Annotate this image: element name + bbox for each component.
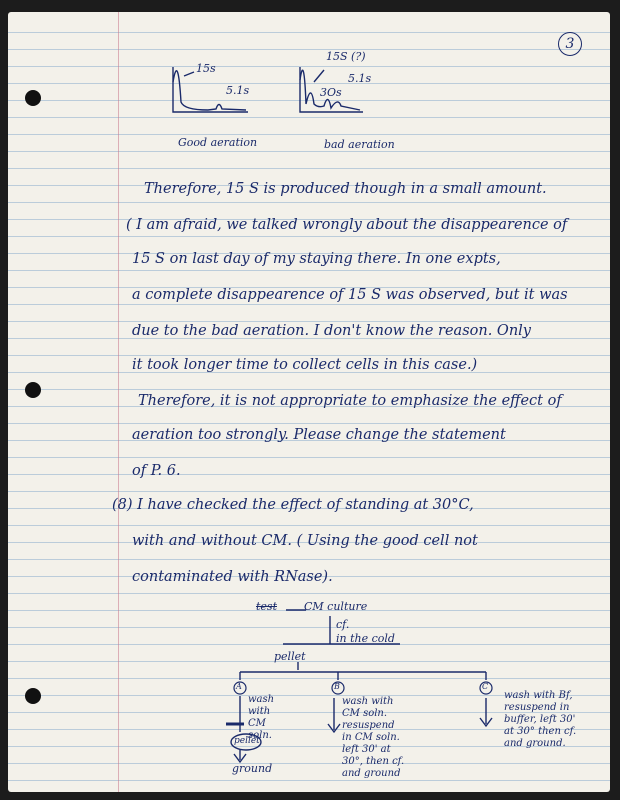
flow-start: CM culture xyxy=(304,600,368,613)
branch-b-marker: B xyxy=(334,682,340,691)
text-line: Therefore, it is not appropriate to emphasize the effect of xyxy=(138,393,562,409)
branch-a-end: ground xyxy=(232,762,273,775)
flow-pellet: pellet xyxy=(274,650,306,663)
text-line: contaminated with RNase). xyxy=(132,569,333,585)
text-line: a complete disappearence of 15 S was observed, but it was xyxy=(132,287,568,303)
left-peak1-label: 15s xyxy=(196,62,216,75)
right-peak3-label: 5.1s xyxy=(348,72,372,85)
right-peak1-label: 15S (?) xyxy=(326,50,366,63)
text-line: aeration too strongly. Please change the statement xyxy=(132,427,506,443)
text-line: of P. 6. xyxy=(132,463,181,479)
left-graph-caption: Good aeration xyxy=(178,136,258,149)
text-line: 15 S on last day of my staying there. In one expts, xyxy=(132,251,501,267)
text-line: ( I am afraid, we talked wrongly about the disappearence of xyxy=(126,217,568,233)
branch-a-pellet: pellet xyxy=(234,736,260,746)
right-graph-caption: bad aeration xyxy=(324,138,395,151)
text-line: it took longer time to collect cells in this case.) xyxy=(132,357,478,373)
left-graph-arrow xyxy=(184,72,194,76)
flow-step1b: in the cold xyxy=(336,632,395,645)
text-line: due to the bad aeration. I don't know the reason. Only xyxy=(132,323,531,339)
left-peak2-label: 5.1s xyxy=(226,84,250,97)
branch-c-marker: C xyxy=(482,682,489,691)
branch-b-text: wash with CM soln. resuspend in CM soln. left 30' at 30°, then cf. and ground xyxy=(342,696,405,779)
flow-step1: cf. xyxy=(336,618,350,631)
branch-c-text: wash with Bf, resuspend in buffer, left 30' at 30° then cf. and ground. xyxy=(504,690,577,749)
flow-start-struck: test xyxy=(256,600,277,613)
branch-a-text: wash with CM soln. xyxy=(248,694,275,741)
text-line: Therefore, 15 S is produced though in a small amount. xyxy=(144,181,547,197)
text-line: (8) I have checked the effect of standing at 30°C, xyxy=(112,497,474,513)
notebook-page xyxy=(8,12,610,792)
page-number: 3 xyxy=(558,32,582,56)
right-peak2-label: 3Os xyxy=(320,86,342,99)
text-line: with and without CM. ( Using the good cell not xyxy=(132,533,478,549)
right-graph-arrow xyxy=(314,70,324,82)
branch-a-marker: A xyxy=(236,682,242,691)
